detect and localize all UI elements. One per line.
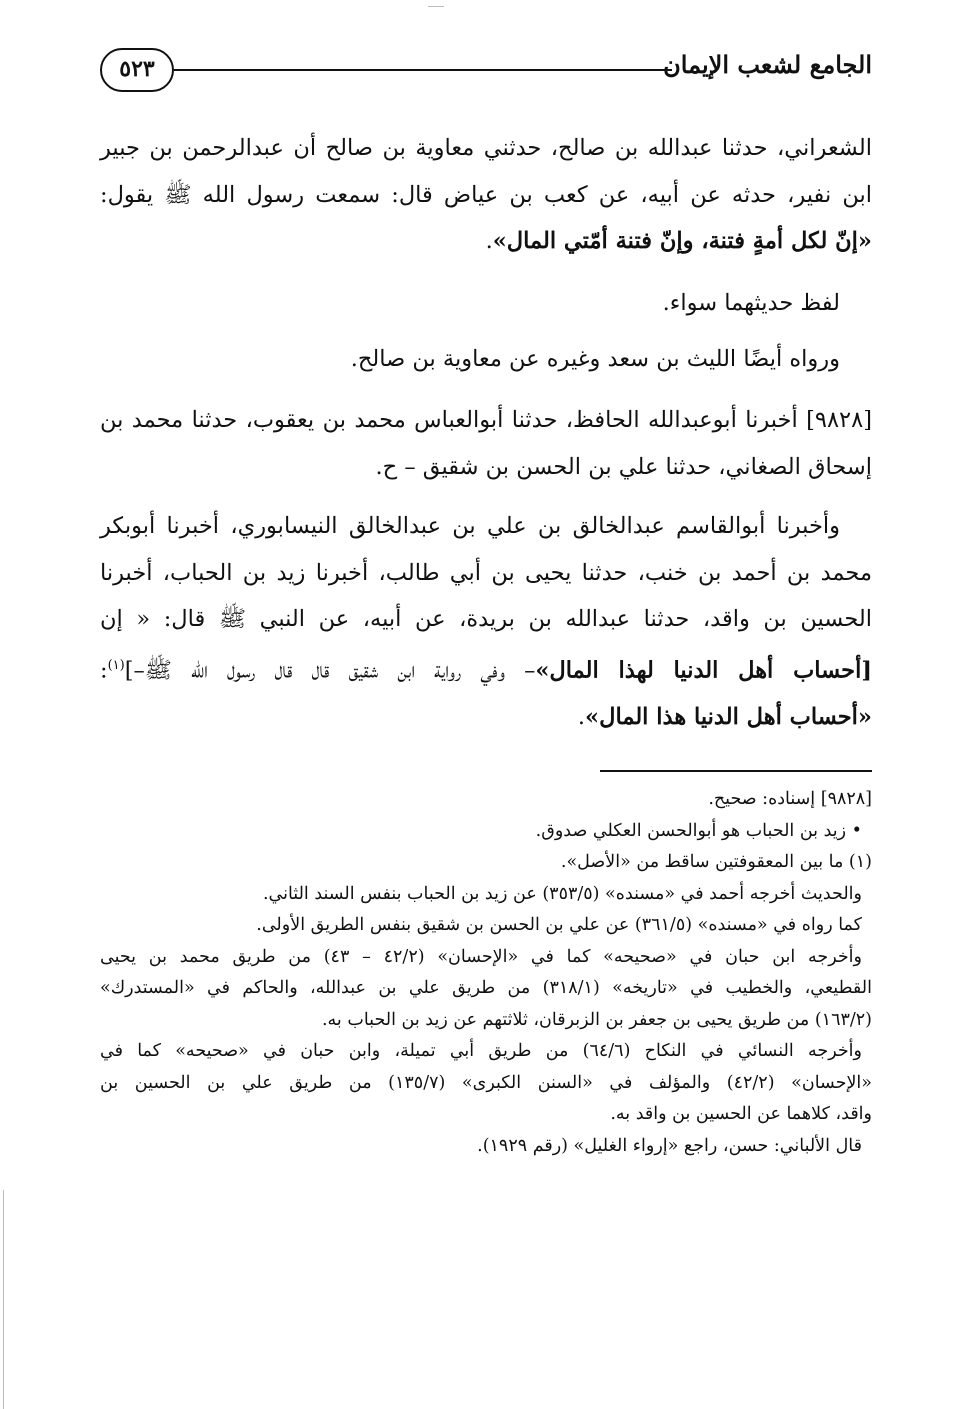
- text-line: لفظ حديثهما سواء.: [662, 290, 840, 316]
- footnote-line: • زيد بن الحباب هو أبوالحسن العكلي صدوق.: [535, 820, 862, 841]
- text-line: إسحاق الصغاني، حدثنا علي بن الحسن بن شقيق – ح.: [375, 453, 872, 480]
- hadith-text: [أحساب أهل الدنيا لهذا المال»: [535, 657, 872, 683]
- text-line: ابن نفير، حدثه عن أبيه، عن كعب بن عياض قال: سمعت رسول الله ﷺ يقول:: [100, 181, 872, 208]
- paragraph-2: [100, 280, 872, 327]
- footnote-line: القطيعي، والخطيب في «تاريخه» (٣١٨/١) من طريق علي بن عبدالله، والحاكم في «المستدرك»: [100, 978, 872, 998]
- text-line: [100, 643, 872, 694]
- footnote-line: وأخرجه النسائي في النكاح (٦٤/٦) من طريق أبي تميلة، وابن حبان في «صحيحه» كما في: [100, 1041, 862, 1061]
- page-header: [100, 44, 872, 98]
- paragraph-4: [100, 397, 872, 490]
- text-line: الحسين بن واقد، حدثنا عبدالله بن بريدة، عن أبيه، عن النبي ﷺ قال: « إن: [100, 606, 872, 632]
- footnotes: [100, 784, 872, 1162]
- text-line: محمد بن أحمد بن خنب، حدثنا يحيى بن أبي طالب، أخبرنا زيد بن الحباب، أخبرنا: [100, 559, 872, 586]
- variant-note: – وفي رواية ابن شقيق قال قال رسول الله ﷺ–]: [124, 657, 536, 683]
- footnote-line: قال الألباني: حسن، راجع «إرواء الغليل» (رقم ١٩٢٩).: [477, 1135, 862, 1156]
- paragraph-5: [100, 503, 872, 740]
- punctuation: :: [100, 657, 108, 683]
- text-line: وأخبرنا أبوالقاسم عبدالخالق بن علي بن عبدالخالق النيسابوري، أخبرنا أبوبكر: [100, 513, 840, 539]
- text-line: [100, 218, 872, 265]
- scan-edge: [3, 1190, 4, 1409]
- footnote-separator: [600, 770, 872, 772]
- paragraph-1: [100, 125, 872, 265]
- text-line: [100, 694, 872, 741]
- footnote-line: وأخرجه ابن حبان في «صحيحه» كما في «الإحسان» (٤٢/٢ – ٤٣) من طريق محمد بن يحيى: [100, 946, 862, 967]
- footnote-line: (١٦٣/٢) من طريق يحيى بن جعفر بن الزبرقان، ثلاثتهم عن زيد بن الحباب به.: [321, 1009, 872, 1030]
- punctuation: .: [485, 228, 493, 254]
- footnote-line: والحديث أخرجه أحمد في «مسنده» (٣٥٣/٥) عن زيد بن الحباب بنفس السند الثاني.: [262, 883, 862, 904]
- hadith-text: «إنّ لكل أمةٍ فتنة، وإنّ فتنة أمّتي المال»: [492, 228, 872, 254]
- footnote-ref: (١): [107, 657, 125, 673]
- header-rule: [174, 69, 672, 71]
- running-title: الجامع لشعب الإيمان: [663, 50, 872, 79]
- scan-mark: [428, 6, 444, 7]
- footnote-line: [٩٨٢٨] إسناده: صحيح.: [708, 789, 872, 809]
- hadith-text: «أحساب أهل الدنيا هذا المال»: [585, 703, 872, 730]
- text-line: ورواه أيضًا الليث بن سعد وغيره عن معاوية بن صالح.: [350, 346, 840, 372]
- footnote-line: واقد، كلاهما عن الحسين بن واقد به.: [610, 1104, 872, 1124]
- text-line: الشعراني، حدثنا عبدالله بن صالح، حدثني معاوية بن صالح أن عبدالرحمن بن جبير: [100, 135, 872, 161]
- text-line: [٩٨٢٨] أخبرنا أبوعبدالله الحافظ، حدثنا أبوالعباس محمد بن يعقوب، حدثنا محمد بن: [100, 407, 872, 433]
- page-number: ٥٢٣: [100, 48, 174, 92]
- punctuation: .: [577, 703, 586, 730]
- footnote-line: كما رواه في «مسنده» (٣٦١/٥) عن علي بن الحسن بن شقيق بنفس الطريق الأولى.: [256, 915, 862, 935]
- footnote-line: «الإحسان» (٤٢/٢) والمؤلف في «السنن الكبرى» (١٣٥/٧) من طريق علي بن الحسين بن: [100, 1072, 873, 1093]
- paragraph-3: [100, 336, 872, 383]
- footnote-line: (١) ما بين المعقوفتين ساقط من «الأصل».: [560, 852, 872, 872]
